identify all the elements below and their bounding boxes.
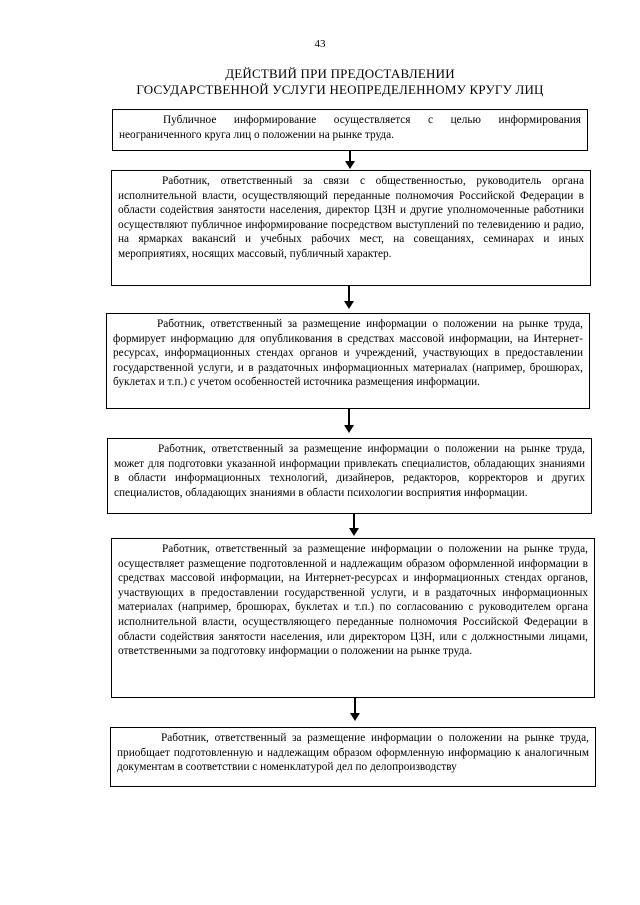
step-text-2: Работник, ответственный за связи с общественностью, руководитель органа исполнительной власти, осуществляющий переданные полномочия Российской Федерации в области содействия занятости населения, директор ЦЗН и другие уполномоченные работники осуществляют публичное информирование посредством выступлений по телевидению и радио, на ярмарках вакансий и учебных рабочих мест, на совещаниях, семинарах и иных мероприятиях, носящих массовый, публичный характер. (118, 175, 584, 260)
arrow-down-5 (350, 698, 360, 721)
page-number: 43 (314, 38, 326, 50)
step-text-5: Работник, ответственный за размещение информации о положении на рынке труда, осуществляет размещение подготовленной и надлежащим образом оформленной информации в средствах массовой информации, на Интернет-ресурсах и информационных стендах органов, участвующих в предоставлении государственной услуги, и в раздаточных информационных материалах (например, брошюрах, буклетах и т.п.) по согласованию с руководителем органа исполнительной власти, осуществляющего переданные полномочия Российской Федерации в области содействия занятости населения, или директором ЦЗН, или с должностными лицами, ответственными за подготовку информации о положении на рынке труда. (118, 543, 588, 658)
title-line-1: ДЕЙСТВИЙ ПРИ ПРЕДОСТАВЛЕНИИ (225, 66, 455, 81)
step-text-3: Работник, ответственный за размещение информации о положении на рынке труда, формирует информацию для опубликования в средствах массовой информации, на Интернет-ресурсах, информационных стендах органов и учреждений, участвующих в предоставлении государственной услуги, и в раздаточных информационных материалах (например, брошюрах, буклетах и т.п.) с учетом особенностей источника размещения информации. (113, 318, 583, 389)
step-text-4: Работник, ответственный за размещение информации о положении на рынке труда, может для подготовки указанной информации привлекать специалистов, обладающих знаниями в области информационных технологий, дизайнеров, редакторов, корректоров и других специалистов, обладающих знаниями в области психологии восприятия информации. (114, 443, 585, 499)
title-line-2: ГОСУДАРСТВЕННОЙ УСЛУГИ НЕОПРЕДЕЛЕННОМУ КРУГУ ЛИЦ (136, 82, 544, 97)
step-text-1: Публичное информирование осуществляется с целью информирования неограниченного круга лиц о положении на рынке труда. (119, 114, 581, 141)
step-box-3 (106, 313, 590, 409)
step-box-4 (107, 438, 592, 514)
step-box-1 (112, 109, 588, 151)
step-text-6: Работник, ответственный за размещение информации о положении на рынке труда, приобщает подготовленную и надлежащим образом оформленную информацию к аналогичным документам в соответствии с номенклатурой дел по делопроизводству (117, 732, 589, 774)
arrow-down-3 (344, 409, 354, 433)
step-box-6 (110, 727, 596, 787)
step-box-5 (111, 538, 595, 698)
arrow-down-2 (344, 286, 354, 309)
arrow-down-1 (345, 151, 355, 169)
arrow-down-4 (349, 514, 359, 536)
flowchart-title (60, 66, 620, 98)
step-box-2 (111, 170, 591, 286)
